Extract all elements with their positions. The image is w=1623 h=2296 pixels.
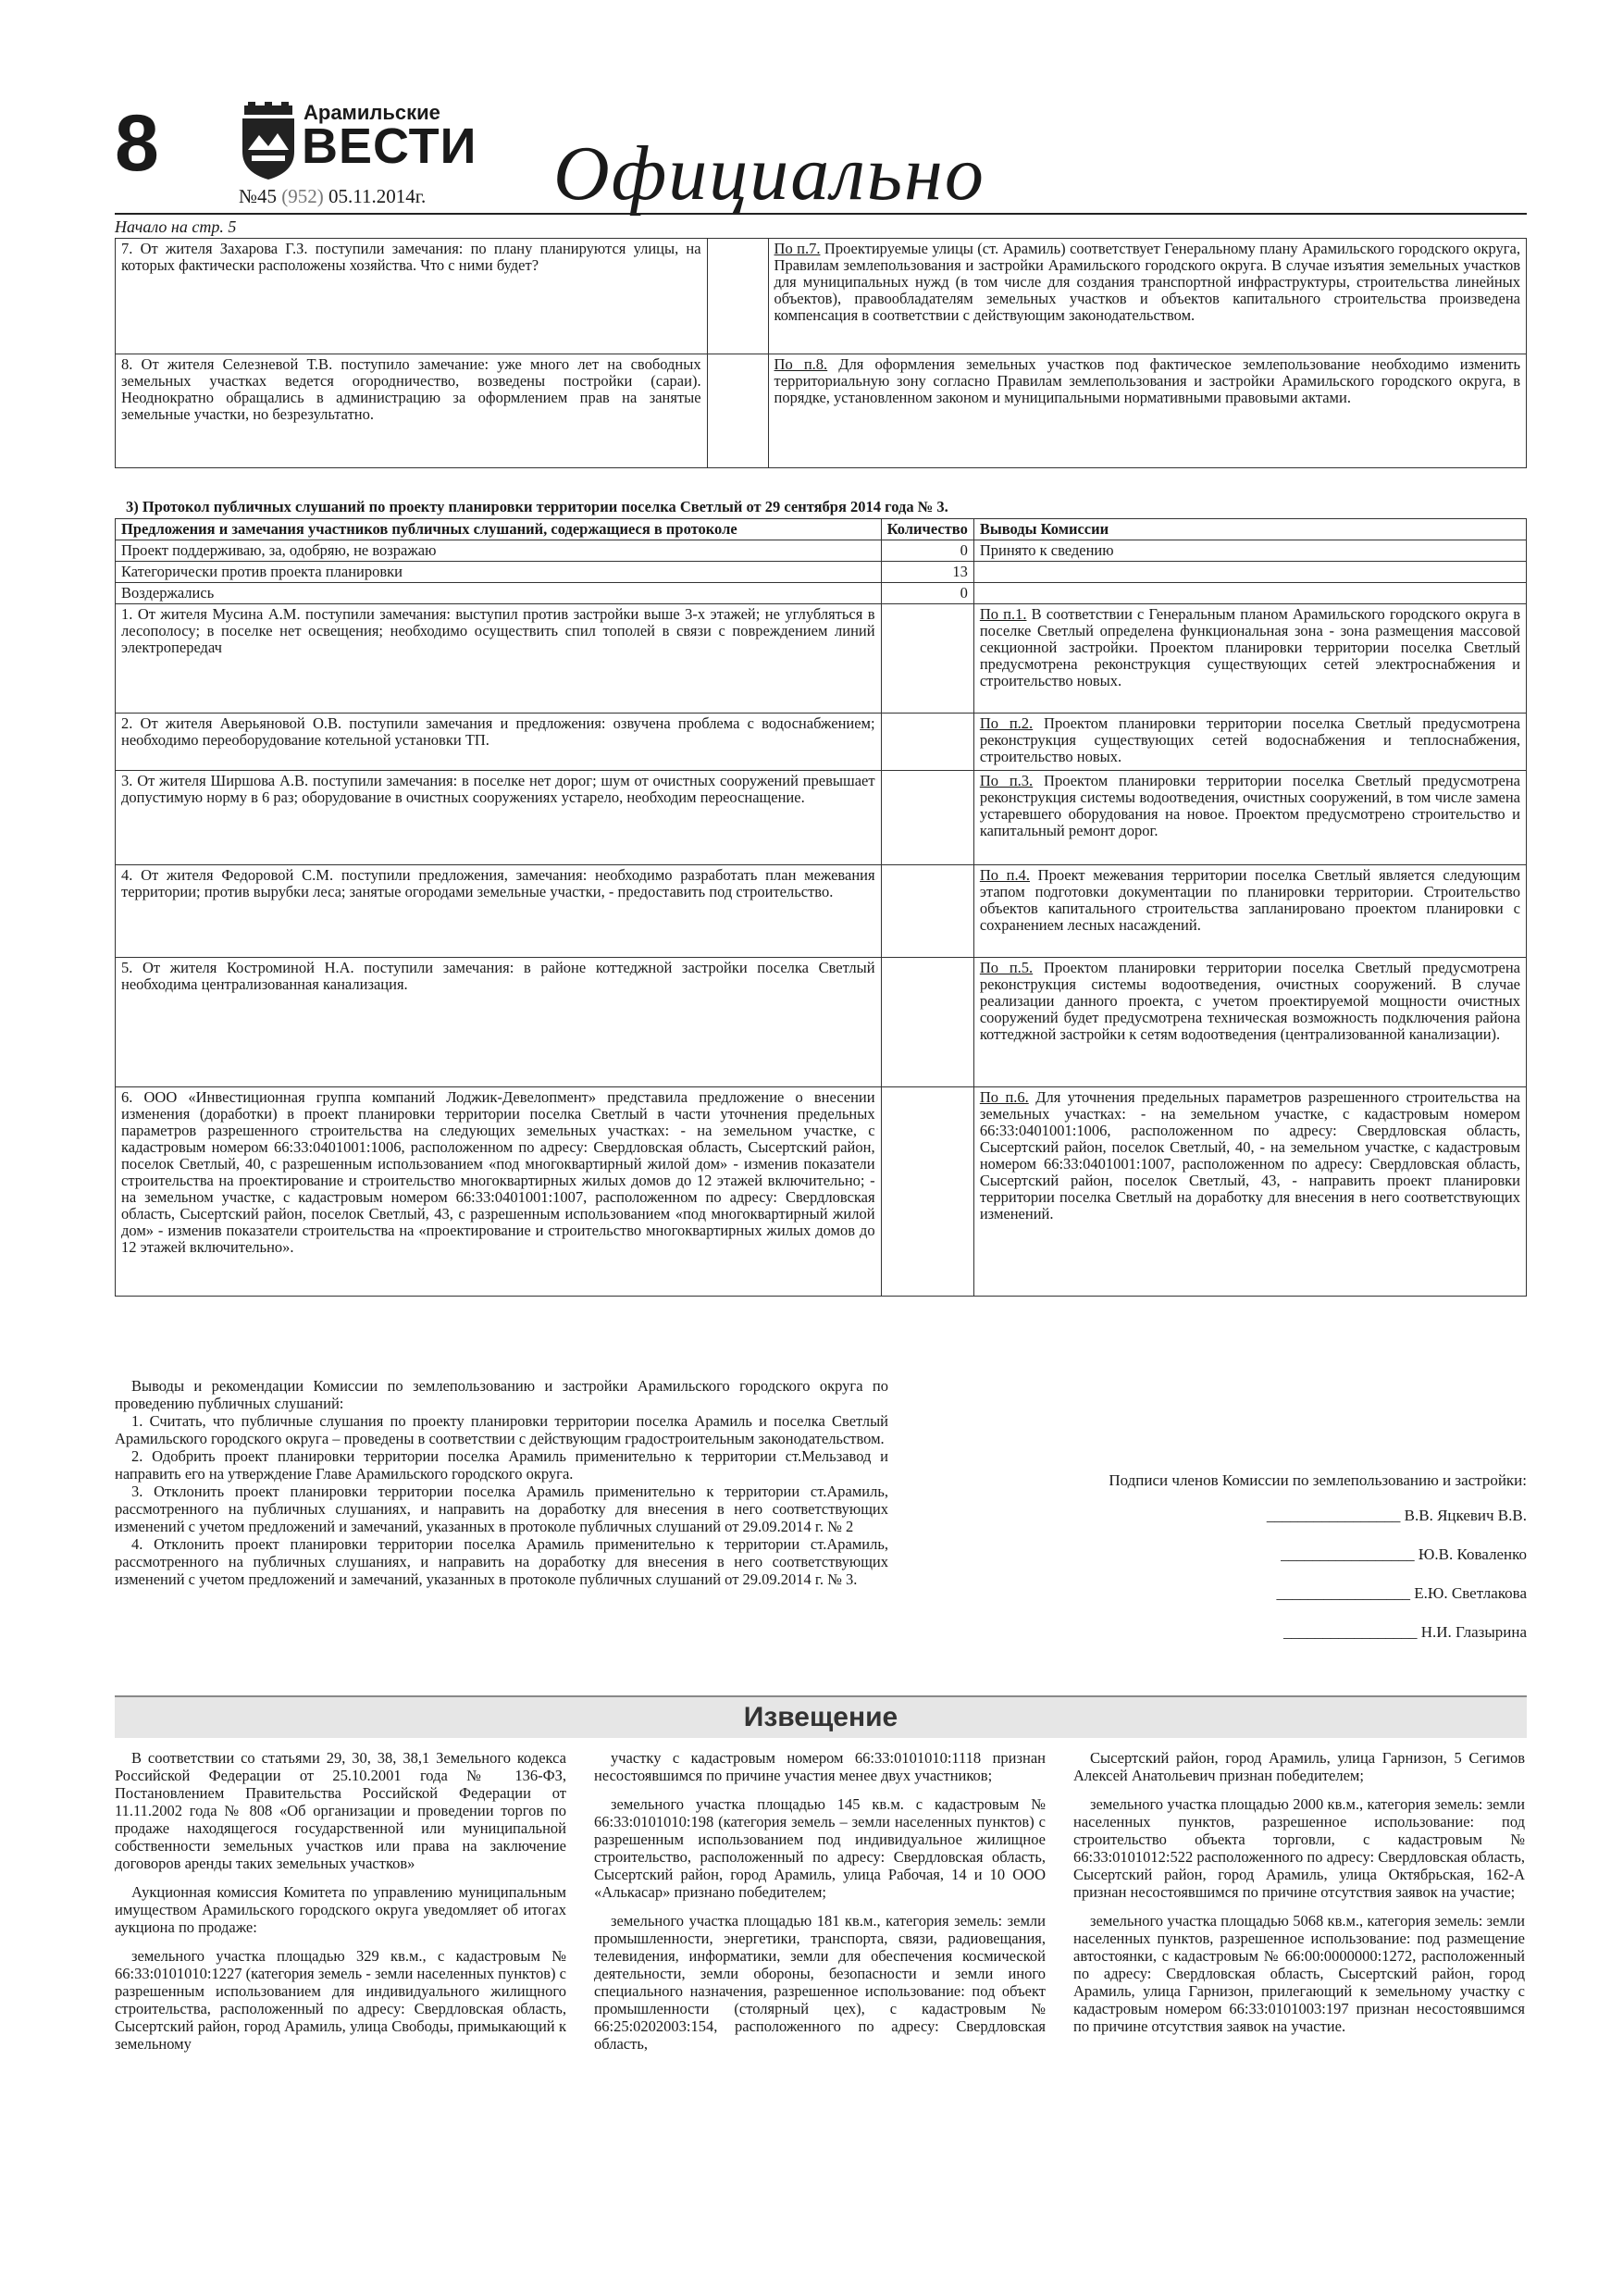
answer-cell — [973, 771, 1526, 865]
answer-ref: По п.2. — [979, 714, 1034, 732]
signature-line: _________________ Ю.В. Коваленко — [1281, 1545, 1527, 1563]
count-cell — [707, 354, 768, 468]
notice-title: Извещение — [115, 1695, 1527, 1738]
newspaper-logo — [239, 101, 477, 194]
summary-text: Категорически против проекта планировки — [116, 562, 882, 583]
notice-column-1 — [115, 1749, 566, 2064]
issue-number: №45 — [239, 185, 278, 207]
summary-conclusion — [973, 562, 1526, 583]
table-header-row — [116, 519, 1527, 540]
conclusion-paragraph: 1. Считать, что публичные слушания по проекту планировки территории поселка Арамиль и поселка Светлый Арамильского городского округа – проведены в соответствии с действующим градостроительным законодательством. — [115, 1412, 888, 1447]
header-count: Количество — [881, 519, 973, 540]
answer-text: В соответствии с Генеральным планом Арамильского городского округа в поселке Светлый определена функциональная зона - зона размещения массовой секционной застройки. Проектом планировки территории поселка Светлый предусмотрена реконструкция существующих сетей электроснабжения и строительство новых. — [979, 605, 1520, 689]
issue-total: (952) — [281, 185, 324, 207]
count-cell — [881, 958, 973, 1087]
count-cell — [881, 771, 973, 865]
answer-cell — [768, 354, 1526, 468]
summary-text: Проект поддерживаю, за, одобряю, не возражаю — [116, 540, 882, 562]
table-row — [116, 1087, 1527, 1297]
signatures-block — [981, 1471, 1527, 1662]
count-cell — [707, 239, 768, 354]
answer-cell — [973, 1087, 1526, 1297]
logo-main-text: ВЕСТИ — [302, 118, 477, 174]
remark-cell: 2. От жителя Аверьяновой О.В. поступили замечания и предложения: озвучена проблема с водоснабжением; необходимо переоборудование котельной установки ТП. — [116, 714, 882, 771]
remark-cell: 6. ООО «Инвестиционная группа компаний Лоджик-Девелопмент» представила предложение о внесении изменения (доработки) в проект планировки территории поселка Светлый в части уточнения предельных параметров разрешенного строительства на следующих земельных участках: - на земельном участке, с кадастровым номером 66:33:0401001:1006, расположенном по адресу: Свердловская область, Сысертский район, поселок Светлый, 40, с разрешенным использованием «под многоквартирный жилой дом» - изменив показатели строительства на проектирование и строительство многоквартирных жилых домов до 12 этажей включительно; - на земельном участке, с кадастровым номером 66:33:0401001:1007, расположенном по адресу: Свердловская область, Сысертский район, поселок Светлый, 43, с разрешенным использованием «под многоквартирный жилой дом» - изменив показатели строительства на «проектирование и строительство многоквартирных жилых домов до 12 этажей включительно». — [116, 1087, 882, 1297]
answer-cell — [973, 865, 1526, 958]
answer-ref: По п.6. — [979, 1088, 1029, 1106]
remark-cell: 8. От жителя Селезневой Т.В. поступило замечание: уже много лет на свободных земельных участках ведется огородничество, возведены постройки (сараи). Неоднократно обращались в администрацию за оформлением прав на занятые земельные участки, но безрезультатно. — [116, 354, 708, 468]
notice-paragraph: земельного участка площадью 5068 кв.м., категория земель: земли населенных пунктов, разрешенное использование: под размещение автостоянки, с кадастровым № 66:00:0000000:1272, расположенный по адресу: Свердловская область, Сысертский район, город Арамиль, улица Гарнизон, прилегающий к земельному участку с кадастровым номером 66:33:0101003:197 признан несостоявшимся по причине отсутствия заявок на участие. — [1073, 1912, 1525, 2035]
signature-line: _________________ Н.И. Глазырина — [1282, 1623, 1527, 1641]
answer-text: Проект межевания территории поселка Светлый является следующим этапом подготовки документации по планировки территории. Строительство объектов капитального строительства запланировано проектом планировки с сохранением лесных насаждений. — [979, 866, 1520, 934]
notice-paragraph: Сысертский район, город Арамиль, улица Гарнизон, 5 Сегимов Алексей Анатольевич признан победителем; — [1073, 1749, 1525, 1784]
header-conclusions: Выводы Комиссии — [973, 519, 1526, 540]
answer-ref: По п.3. — [979, 772, 1034, 789]
answer-text: Для уточнения предельных параметров разрешенного строительства на земельных участках: - на земельном участке, с кадастровым номером 66:33:0401001:1006, расположенном по адресу: Свердловская область, Сысертский район, поселок Светлый, 40, - на земельном участке, с кадастровым номером 66:33:0401001:1007, расположенном по адресу: Свердловская область, Сысертский район, поселок Светлый, 43, - направить проект планировки территории поселка Светлый на доработку для внесения в него соответствующих изменений. — [979, 1088, 1520, 1222]
answer-ref: По п.8. — [774, 355, 828, 373]
table-row — [116, 865, 1527, 958]
notice-column-3 — [1073, 1749, 1525, 2046]
answer-text: Для оформления земельных участков под фактическое землепользование необходимо изменить территориальную зону согласно Правилам землепользования и застройки Арамильского городского округа, в порядке, установленном законом и муниципальными нормативными правовыми актами. — [774, 355, 1521, 406]
answer-text: Проектом планировки территории поселка Светлый предусмотрена реконструкция существующих сетей водоснабжения и теплоснабжения, строительство новых. — [979, 714, 1521, 765]
signature-line: _________________ Е.Ю. Светлакова — [1276, 1584, 1527, 1602]
answer-text: Проектом планировки территории поселка Светлый предусмотрена реконструкция системы водоотведения, очистных сооружений. В случае реализации данного проекта, с учетом проектируемой мощности очистных сооружений будет предусмотрена техническая возможность подключения района коттеджной застройки к сетям водоотведения (централизованной канализации). — [979, 959, 1521, 1043]
table-row — [116, 354, 1527, 468]
answer-ref: По п.4. — [979, 866, 1030, 884]
count-cell — [881, 865, 973, 958]
answer-cell — [973, 958, 1526, 1087]
conclusion-paragraph: 2. Одобрить проект планировки территории поселка Арамиль применительно к территории ст.Мельзавод и направить его на утверждение Главе Арамильского городского округа. — [115, 1447, 888, 1483]
table-row — [116, 958, 1527, 1087]
notice-paragraph: земельного участка площадью 181 кв.м., категория земель: земли промышленности, энергетики, транспорта, связи, радиовещания, телевидения, информатики, земли для обеспечения космической деятельности, земли обороны, безопасности и земли иного специального назначения, разрешенное использование: под объект промышленности (столярный цех), с кадастровым № 66:25:0202003:154, расположенного по адресу: Свердловская область, — [594, 1912, 1046, 2053]
count-cell — [881, 604, 973, 714]
continued-note: Начало на стр. 5 — [115, 217, 237, 236]
logo-top-text: Арамильские — [304, 101, 440, 124]
remark-cell: 3. От жителя Ширшова А.В. поступили замечания: в поселке нет дорог; шум от очистных сооружений превышает допустимую норму в 6 раз; оборудование в очистных сооружениях устарело, необходим переоснащение. — [116, 771, 882, 865]
answer-ref: По п.7. — [774, 240, 821, 257]
signatures-heading: Подписи членов Комиссии по землепользованию и застройки: — [1109, 1471, 1527, 1489]
remark-cell: 5. От жителя Костроминой Н.А. поступили замечания: в районе коттеджной застройки поселка Светлый необходима централизованная канализация. — [116, 958, 882, 1087]
header-remarks: Предложения и замечания участников публичных слушаний, содержащиеся в протоколе — [116, 519, 882, 540]
remark-cell: 4. От жителя Федоровой С.М. поступили предложения, замечания: необходимо разработать план межевания территории; против вырубки леса; занятые огородами земельные участки, - предоставить под строительство. — [116, 865, 882, 958]
count-cell — [881, 1087, 973, 1297]
answer-cell — [973, 604, 1526, 714]
count-cell — [881, 714, 973, 771]
answer-text: Проектом планировки территории поселка Светлый предусмотрена реконструкция системы водоотведения, очистных сооружений, в том числе замена устаревшего оборудования на новое. Проектом предусмотрено строительство и капитальный ремонт дорог. — [979, 772, 1521, 839]
table-row — [116, 239, 1527, 354]
section-title: Официально — [553, 130, 985, 217]
summary-conclusion — [973, 583, 1526, 604]
notice-paragraph: Аукционная комиссия Комитета по управлению муниципальным имуществом Арамильского городского округа уведомляет об итогах аукциона по продаже: — [115, 1883, 566, 1936]
answer-ref: По п.1. — [979, 605, 1027, 623]
notice-paragraph: земельного участка площадью 145 кв.м. с кадастровым № 66:33:0101010:198 (категория земель – земли населенных пунктов) с разрешенным использованием под индивидуальное жилищное строительство, расположенный по адресу: Свердловская область, Сысертский район, город Арамиль, улица Рабочая, 14 и 10 ООО «Алькасар» признано победителем; — [594, 1795, 1046, 1901]
notice-paragraph: земельного участка площадью 2000 кв.м., категория земель: земли населенных пунктов, разрешенное использование: под строительство объекта торговли, с кадастровым № 66:33:0101012:522 расположенного по адресу: Свердловская область, Сысертский район, город Арамиль, улица Октябрьская, 162-А признан несостоявшимся по причине отсутствия заявок на участие; — [1073, 1795, 1525, 1901]
signature-line: _________________ В.В. Яцкевич В.В. — [1266, 1507, 1527, 1524]
summary-row — [116, 583, 1527, 604]
page-number: 8 — [115, 99, 159, 188]
conclusion-paragraph: Выводы и рекомендации Комиссии по землепользованию и застройки Арамильского городского округа по проведению публичных слушаний: — [115, 1377, 888, 1412]
issue-info — [239, 185, 426, 208]
conclusion-paragraph: 4. Отклонить проект планировки территории поселка Арамиль применительно к территории ст.Арамиль, рассмотренного на публичных слушаниях, и направить на доработку для внесения в него соответствующих изменений с учетом предложений и замечаний, указанных в протоколе публичных слушаний от 29.09.2014 г. № 3. — [115, 1535, 888, 1588]
summary-count: 0 — [881, 540, 973, 562]
answer-text: Проектируемые улицы (ст. Арамиль) соответствует Генеральному плану Арамильского городского округа, Правилам землепользования и застройки Арамильского городского округа. В случае изъятия земельных участков для муниципальных нужд (в том числе для создания транспортной инфраструктуры, строительства линейных объектов), правообладателям земельных участков и объектов капитального строительства произведена компенсация в соответствии с действующим законодательством. — [774, 240, 1521, 324]
protocol-table — [115, 518, 1527, 1297]
remarks-table-part1 — [115, 238, 1527, 468]
summary-conclusion: Принято к сведению — [973, 540, 1526, 562]
header-rule — [115, 213, 1527, 215]
summary-row — [116, 540, 1527, 562]
summary-count: 0 — [881, 583, 973, 604]
conclusion-paragraph: 3. Отклонить проект планировки территории поселка Арамиль применительно к территории ст.Арамиль, рассмотренного на публичных слушаниях, и направить на доработку для внесения в него соответствующих изменений с учетом предложений и замечаний, указанных в протоколе публичных слушаний от 29.09.2014 г. № 2 — [115, 1483, 888, 1535]
answer-ref: По п.5. — [979, 959, 1034, 976]
answer-cell — [768, 239, 1526, 354]
notice-paragraph: земельного участка площадью 329 кв.м., с кадастровым № 66:33:0101010:1227 (категория земель - земли населенных пунктов) с разрешенным использованием для индивидуального жилищного строительства, расположенный по адресу: Свердловская область, Сысертский район, город Арамиль, улица Свободы, примыкающий к земельному — [115, 1947, 566, 2053]
issue-date: 05.11.2014г. — [328, 185, 427, 207]
notice-paragraph: В соответствии со статьями 29, 30, 38, 38,1 Земельного кодекса Российской Федерации от 25.10.2001 года № 136-ФЗ, Постановлением Правительства Российской Федерации от 11.11.2002 года № 808 «Об организации и проведении торгов по продаже находящегося государственной или муниципальной собственности земельных участков или права на заключение договоров аренды таких земельных участков» — [115, 1749, 566, 1872]
remark-cell: 1. От жителя Мусина А.М. поступили замечания: выступил против застройки выше 3-х этажей; не углубляться в лесополосу; в поселке нет освещения; необходимо осуществить спил тополей в связи с повреждением линий электропередач — [116, 604, 882, 714]
protocol-title: 3) Протокол публичных слушаний по проекту планировки территории поселка Светлый от 29 сентября 2014 года № 3. — [126, 498, 948, 515]
table-row — [116, 714, 1527, 771]
commission-conclusions — [115, 1377, 888, 1588]
table-row — [116, 771, 1527, 865]
table-row — [116, 604, 1527, 714]
answer-cell — [973, 714, 1526, 771]
remark-cell: 7. От жителя Захарова Г.З. поступили замечания: по плану планируются улицы, на которых фактически расположены хозяйства. Что с ними будет? — [116, 239, 708, 354]
notice-paragraph: участку с кадастровым номером 66:33:0101010:1118 признан несостоявшимся по причине участия менее двух участников; — [594, 1749, 1046, 1784]
summary-count: 13 — [881, 562, 973, 583]
summary-row — [116, 562, 1527, 583]
notice-column-2 — [594, 1749, 1046, 2064]
summary-text: Воздержались — [116, 583, 882, 604]
coat-of-arms-icon — [239, 102, 298, 181]
